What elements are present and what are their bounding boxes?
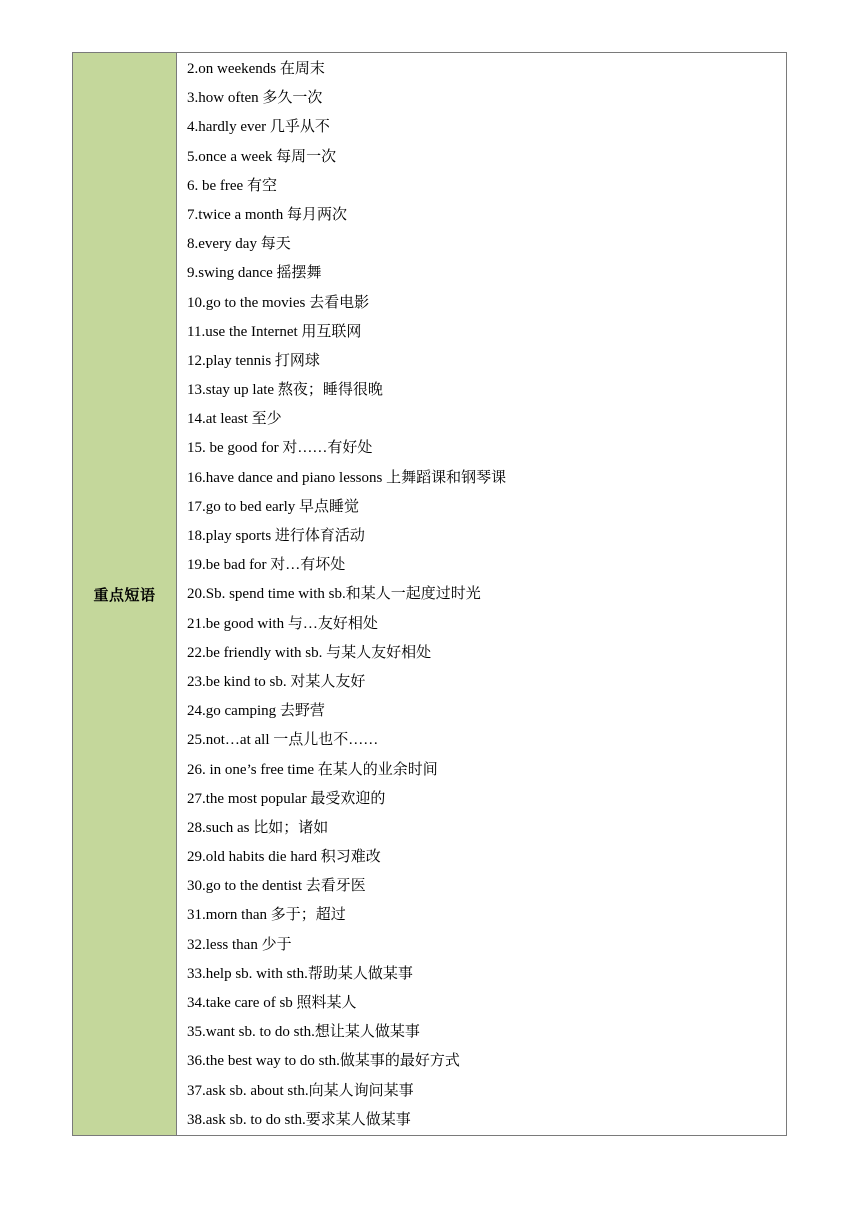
phrase-item: 32.less than 少于 [187,936,292,953]
phrase-item: 17.go to bed early 早点睡觉 [187,498,360,515]
phrase-item: 33.help sb. with sth.帮助某人做某事 [187,965,413,982]
phrase-item: 9.swing dance 摇摆舞 [187,265,322,282]
phrase-item: 28.such as 比如；诸如 [187,819,329,836]
section-label: 重点短语 [93,585,156,604]
phrase-item: 38.ask sb. to do sth.要求某人做某事 [187,1111,411,1128]
phrase-item: 26. in one’s free time 在某人的业余时间 [187,761,438,778]
phrase-item: 34.take care of sb 照料某人 [187,995,357,1011]
phrase-table [72,52,787,1136]
phrase-item: 2.on weekends 在周末 [187,61,325,77]
phrase-item: 20.Sb. spend time with sb.和某人一起度过时光 [187,586,481,603]
phrase-item: 36.the best way to do sth.做某事的最好方式 [187,1053,460,1070]
phrase-item: 15. be good for 对……有好处 [187,440,373,457]
phrase-item: 19.be bad for 对…有坏处 [187,557,346,574]
phrase-item: 29.old habits die hard 积习难改 [187,849,381,866]
phrase-content-cell [177,53,786,1135]
phrase-item: 11.use the Internet 用互联网 [187,323,362,340]
phrase-item: 35.want sb. to do sth.想让某人做某事 [187,1024,420,1041]
phrase-item: 12.play tennis 打网球 [187,352,320,369]
phrase-item: 24.go camping 去野营 [187,703,325,720]
phrase-item: 18.play sports 进行体育活动 [187,528,365,544]
phrase-item: 30.go to the dentist 去看牙医 [187,878,366,895]
phrase-item: 16.have dance and piano lessons 上舞蹈课和钢琴课 [187,469,507,486]
phrase-item: 7.twice a month 每月两次 [187,206,347,223]
phrase-item: 4.hardly ever 几乎从不 [187,119,330,136]
phrase-item: 22.be friendly with sb. 与某人友好相处 [187,644,432,661]
phrase-item: 14.at least 至少 [187,411,282,428]
section-label-cell [73,53,177,1135]
phrase-item: 3.how often 多久一次 [187,90,323,107]
phrase-item: 23.be kind to sb. 对某人友好 [187,673,366,690]
phrase-item: 10.go to the movies 去看电影 [187,294,370,311]
phrase-item: 5.once a week 每周一次 [187,148,337,165]
phrase-item: 21.be good with 与…友好相处 [187,615,378,632]
phrase-item: 6. be free 有空 [187,177,277,194]
phrase-item: 13.stay up late 熬夜；睡得很晚 [187,382,383,399]
phrase-item: 37.ask sb. about sth.向某人询问某事 [187,1082,414,1099]
phrase-item: 25.not…at all 一点儿也不…… [187,732,379,749]
phrase-item: 27.the most popular 最受欢迎的 [187,790,386,807]
phrase-list [187,55,786,1135]
phrase-item: 31.morn than 多于；超过 [187,907,346,924]
phrase-item: 8.every day 每天 [187,236,291,253]
